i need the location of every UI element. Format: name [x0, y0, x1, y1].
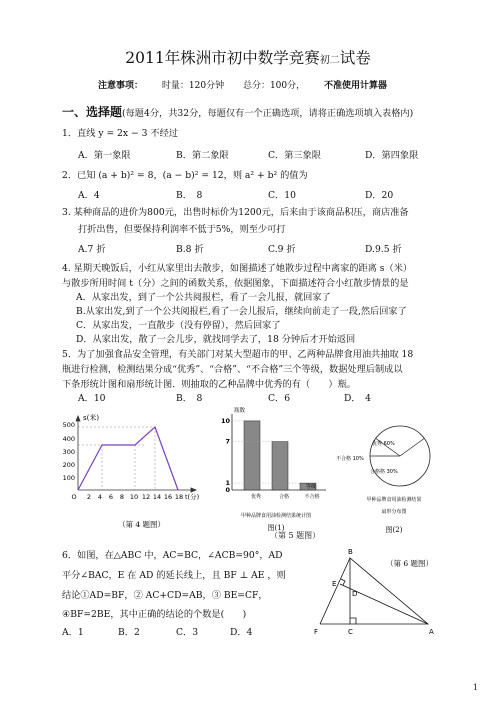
y-tick: 300: [62, 448, 75, 456]
fig5-caption: （第 5 题图）: [270, 531, 321, 540]
chart-caption: 图(1): [267, 524, 285, 532]
bar-1: [272, 442, 288, 490]
x-tick: 12: [141, 493, 151, 501]
q2-option-d: D．20: [365, 190, 394, 201]
notice-calc: 不准使用计算器: [324, 81, 388, 91]
x-tick: 10: [129, 493, 139, 501]
q3-option-d: D.9.5 折: [365, 244, 402, 255]
question-5-line2: 瓶进行检测，检测结果分成“优秀”、“合格”、“不合格”三个等级，数据处理后制成以: [62, 364, 403, 375]
question-6-line3: 结论①AD=BF，② AC+CD=AB，③ BE=CF，: [62, 590, 268, 601]
y-tick-label: 7: [225, 437, 230, 446]
x-tick: 18: [174, 493, 184, 501]
pie-label-excellent: 优秀 60%: [372, 441, 395, 447]
q5-option-d: D． 4: [344, 393, 371, 404]
q5-option-b: B． 8: [176, 393, 203, 404]
pie-label-fail: 不合格 10%: [336, 456, 364, 462]
pie-footer2: 扇形分布图: [381, 509, 407, 515]
x-tick: O: [71, 493, 77, 501]
y-tick-label: 0: [225, 486, 230, 494]
y-tick: 100: [62, 474, 75, 482]
q1-option-d: D．第四象限: [365, 150, 419, 161]
right-angle-c: [350, 618, 356, 624]
q1-option-b: B．第二象限: [176, 150, 229, 161]
y-tick: 500: [62, 421, 75, 429]
y-tick-label: 1: [225, 479, 230, 488]
notice-score: 总分：100分，: [242, 81, 306, 91]
question-3-line1: 3. 某种商品的进价为800元，出售时标价为1200元，后来由于该商品积压，商店准备: [62, 207, 409, 218]
x-tick-label: 不合格: [304, 494, 320, 500]
q6-geometry-figure: [310, 544, 440, 636]
q4-distance-time-graph: [60, 408, 220, 536]
label-f: F: [314, 628, 319, 636]
notice-bar: [98, 78, 387, 91]
y-tick: 200: [62, 461, 75, 469]
notice-label: 注意事项：: [98, 81, 144, 91]
pie-label-pass: 合格格 30%: [370, 469, 398, 475]
pie-footer: 甲种品牌食用油检测结果: [366, 497, 422, 503]
x-tick: 6: [108, 493, 114, 501]
question-6-line4: ④BF=2BE，其中正确的结论的个数是( ): [62, 609, 247, 620]
q5-option-a: A．10: [78, 393, 106, 404]
q3-option-b: B.8 折: [176, 244, 204, 255]
label-c: C: [348, 628, 353, 636]
question-2: 2．已知 (a + b)² = 8，(a − b)² = 12，则 a² + b² 的值为: [62, 170, 308, 181]
line-bf: [320, 558, 350, 624]
y-label: 瓶数: [234, 408, 246, 414]
question-6-line1: 6．如图，在△ABC 中，AC=BC，∠ACB=90°，AD: [62, 550, 283, 561]
q4-option-c: C．从家出发，一直散步（没有停留），然后回家了: [76, 320, 281, 331]
x-tick: 14: [152, 493, 162, 501]
label-d: D: [352, 590, 358, 598]
q4-option-b: B.从家出发,到了一个公共阅报栏,看了一会儿报后，继续向前走了一段,然后回家了: [76, 306, 407, 317]
q4-option-a: A．从家出发，到了一个公共阅报栏，看了一会儿报，就回家了: [76, 292, 331, 303]
q2-option-a: A．4: [78, 190, 100, 201]
page-number: 1: [472, 683, 478, 692]
graph-line: [78, 427, 178, 490]
x-tick-label: 优秀: [250, 494, 262, 500]
q6-option-d: D．4: [230, 627, 253, 638]
x-tick: 2: [86, 493, 92, 501]
bar-0: [244, 421, 260, 490]
pie-caption: 图(2): [385, 526, 403, 534]
y-axis-arrow: [76, 416, 80, 421]
question-5-line3: 下条形统计图和扇形统计图．则抽取的乙种品牌中优秀的有（ ）瓶。: [62, 379, 356, 390]
q5-pie-chart: [334, 422, 460, 536]
q2-option-c: C．10: [268, 190, 296, 201]
x-tick-label: 合格: [278, 494, 290, 500]
q2-option-b: B． 8: [176, 190, 203, 201]
label-e: E: [332, 580, 337, 588]
q1-option-c: C．第三象限: [268, 150, 321, 161]
section-heading: 一、选择题(每题4分，共32分，每题仅有一个正确选项，请将正确选项填入表格内): [62, 105, 414, 119]
y-label: s(米): [83, 414, 100, 422]
page-title: 2011年株洲市初中数学竞赛初二试卷: [125, 49, 371, 67]
question-5-line1: 5．为了加强食品安全管理，有关部门对某大型超市的甲、乙两种品牌食用油共抽取 18: [62, 349, 414, 360]
y-tick-label: 10: [220, 416, 230, 425]
q4-option-d: D．从家出发，散了一会儿步，就找同学去了，18 分钟后才开始返回: [76, 334, 356, 345]
question-6-line2: 平分∠BAC，E 在 AD 的延长线上，且 BF ⊥ AE ，则: [62, 570, 286, 581]
question-1: 1．直线 y = 2x − 3 不经过: [62, 128, 178, 139]
q6-option-b: B．2: [118, 627, 140, 638]
x-tick: 8: [119, 493, 125, 501]
label-b: B: [348, 548, 353, 556]
fig6-caption: （第 6 题图）: [386, 559, 434, 568]
figure-caption: （第 4 题图）: [118, 520, 166, 529]
notice-time: 时量：120分钟: [161, 81, 225, 91]
y-tick: 400: [62, 435, 75, 443]
x-tick: 16: [163, 493, 173, 501]
question-3-line2: 打折出售，但要保持利润率不低于5%，则至少可打: [78, 224, 286, 235]
question-4-line1: 4. 星期天晚饭后，小红从家里出去散步，如图描述了她散步过程中离家的距离 s（米）: [62, 263, 413, 274]
q6-option-a: A．1: [62, 627, 84, 638]
q6-option-c: C．3: [176, 627, 199, 638]
label-a: A: [429, 628, 434, 636]
q5-option-c: C．6: [268, 393, 291, 404]
right-angle-e: [341, 579, 345, 585]
q1-option-a: A．第一象限: [78, 150, 131, 161]
x-axis-arrow: [191, 488, 196, 492]
x-label: t(分): [185, 493, 200, 501]
q5-bar-chart: [222, 404, 334, 536]
x-label: 等级: [306, 484, 317, 490]
q3-option-c: C.9 折: [268, 244, 296, 255]
x-tick: 4: [97, 493, 103, 501]
chart-footer: 甲种品牌食用油检测结果统计图: [240, 513, 312, 519]
q3-option-a: A.7 折: [78, 244, 106, 255]
question-4-line2: 与散步所用时间 t（分）之间的函数关系，依据图象，下面描述符合小红散步情景的是: [62, 278, 409, 289]
